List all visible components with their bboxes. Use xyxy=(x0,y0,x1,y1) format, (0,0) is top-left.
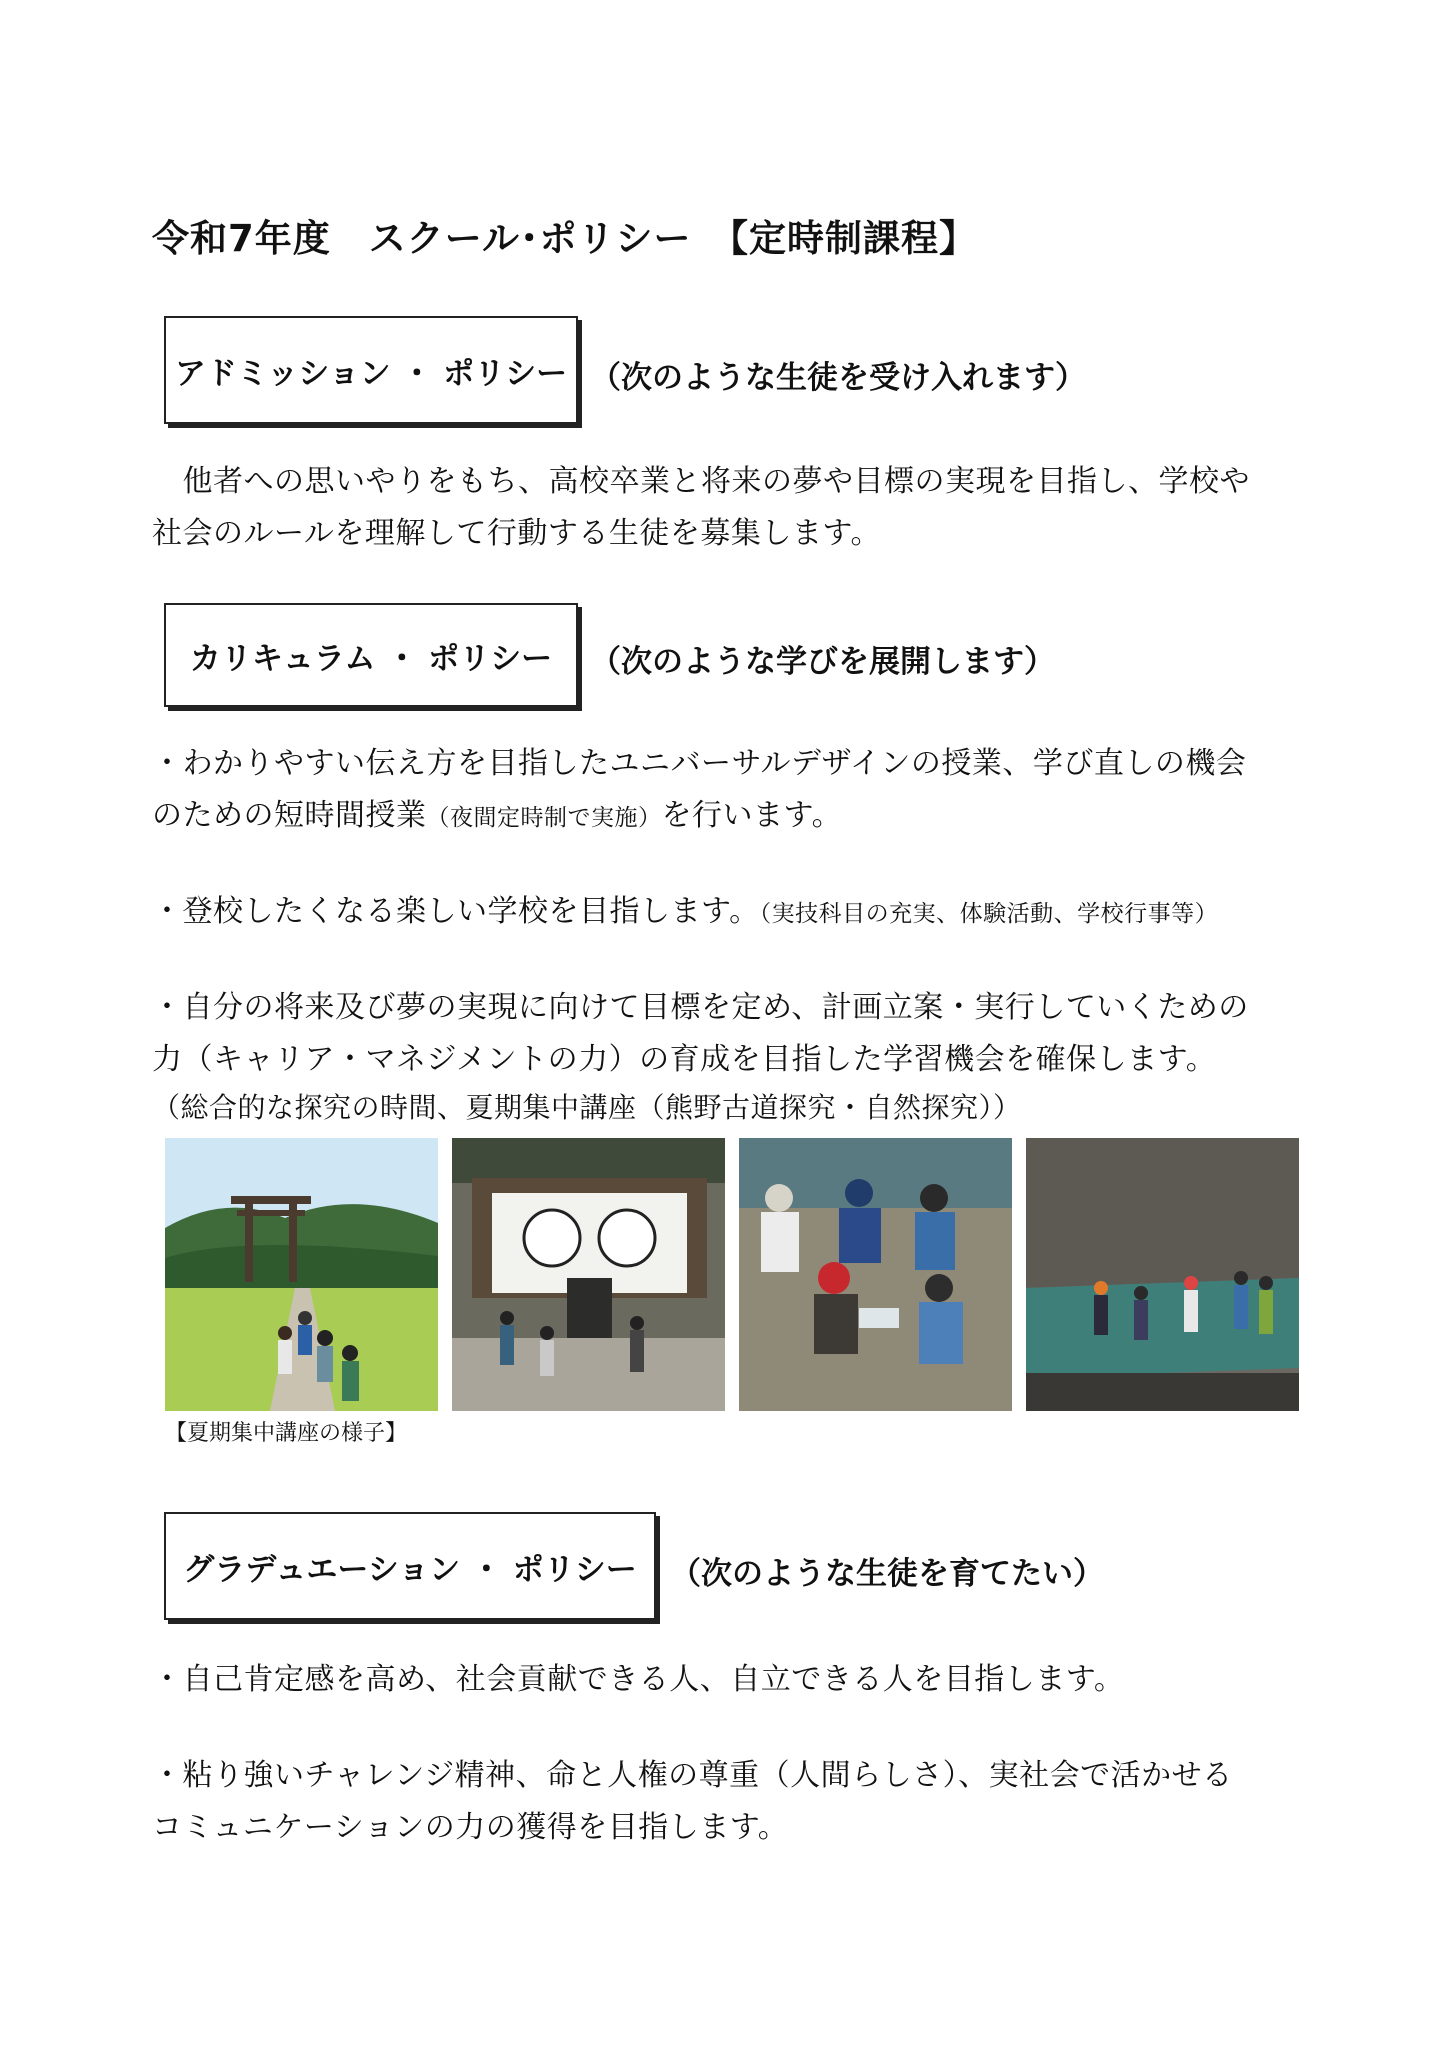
river-cliff-photo-icon xyxy=(1026,1138,1299,1411)
curriculum-item-3-line-3: （総合的な探究の時間、夏期集中講座（熊野古道探究・自然探究）） xyxy=(152,1091,1022,1124)
page-title: 令和7年度 スクール･ポリシー 【定時制課程】 xyxy=(152,217,978,260)
curriculum-policy-heading: カリキュラム ・ ポリシー xyxy=(164,603,578,707)
graduation-item-1 xyxy=(152,1654,1322,1706)
admission-line-1: 他者への思いやりをもち、高校卒業と将来の夢や目標の実現を目指し、学校や xyxy=(152,464,1250,499)
curriculum-item-2-small: （実技科目の充実、体験活動、学校行事等） xyxy=(759,901,1219,927)
curriculum-item-1-line-1: ・わかりやすい伝え方を目指したユニバーサルデザインの授業、学び直しの機会 xyxy=(152,746,1247,781)
graduation-policy-heading: グラデュエーション ・ ポリシー xyxy=(164,1512,656,1620)
curriculum-item-2-main: ・登校したくなる楽しい学校を目指します。 xyxy=(152,894,760,929)
shrine-gate-photo-icon xyxy=(452,1138,725,1411)
graduation-item-2-line-2: コミュニケーションの力の獲得を目指します。 xyxy=(152,1810,789,1845)
graduation-policy-note: （次のような生徒を育てたい） xyxy=(670,1556,1104,1592)
graduation-item-1-line: ・自己肯定感を高め、社会貢献できる人、自立できる人を目指します。 xyxy=(152,1662,1125,1697)
graduation-item-2 xyxy=(152,1750,1322,1854)
curriculum-item-2-line xyxy=(152,886,1322,940)
curriculum-item-1 xyxy=(152,738,1322,844)
curriculum-item-3-line-1: ・自分の将来及び夢の実現に向けて目標を定め、計画立案・実行していくための xyxy=(152,990,1249,1025)
admission-line-2: 社会のルールを理解して行動する生徒を募集します。 xyxy=(152,516,881,551)
curriculum-item-1-text-a: のための短時間授業 xyxy=(152,798,427,833)
group-activity-photo-icon xyxy=(739,1138,1012,1411)
curriculum-item-3 xyxy=(152,982,1322,1130)
curriculum-item-3-line-2: 力（キャリア・マネジメントの力）の育成を目指した学習機会を確保します。 xyxy=(152,1042,1217,1077)
curriculum-item-2 xyxy=(152,886,1322,940)
photo-caption: 【夏期集中講座の様子】 xyxy=(165,1421,408,1446)
graduation-item-2-line-1: ・粘り強いチャレンジ精神、命と人権の尊重（人間らしさ）、実社会で活かせる xyxy=(152,1758,1233,1793)
admission-policy-note: （次のような生徒を受け入れます） xyxy=(590,360,1086,396)
admission-policy-heading: アドミッション ・ ポリシー xyxy=(164,316,578,424)
curriculum-item-1-small: （夜間定時制で実施） xyxy=(426,805,662,831)
curriculum-policy-note: （次のような学びを展開します） xyxy=(590,644,1055,680)
curriculum-item-1-text-b: を行います。 xyxy=(661,798,843,833)
torii-field-photo-icon xyxy=(165,1138,438,1411)
curriculum-item-1-line-2 xyxy=(152,790,1322,844)
admission-policy-text xyxy=(152,456,1322,560)
